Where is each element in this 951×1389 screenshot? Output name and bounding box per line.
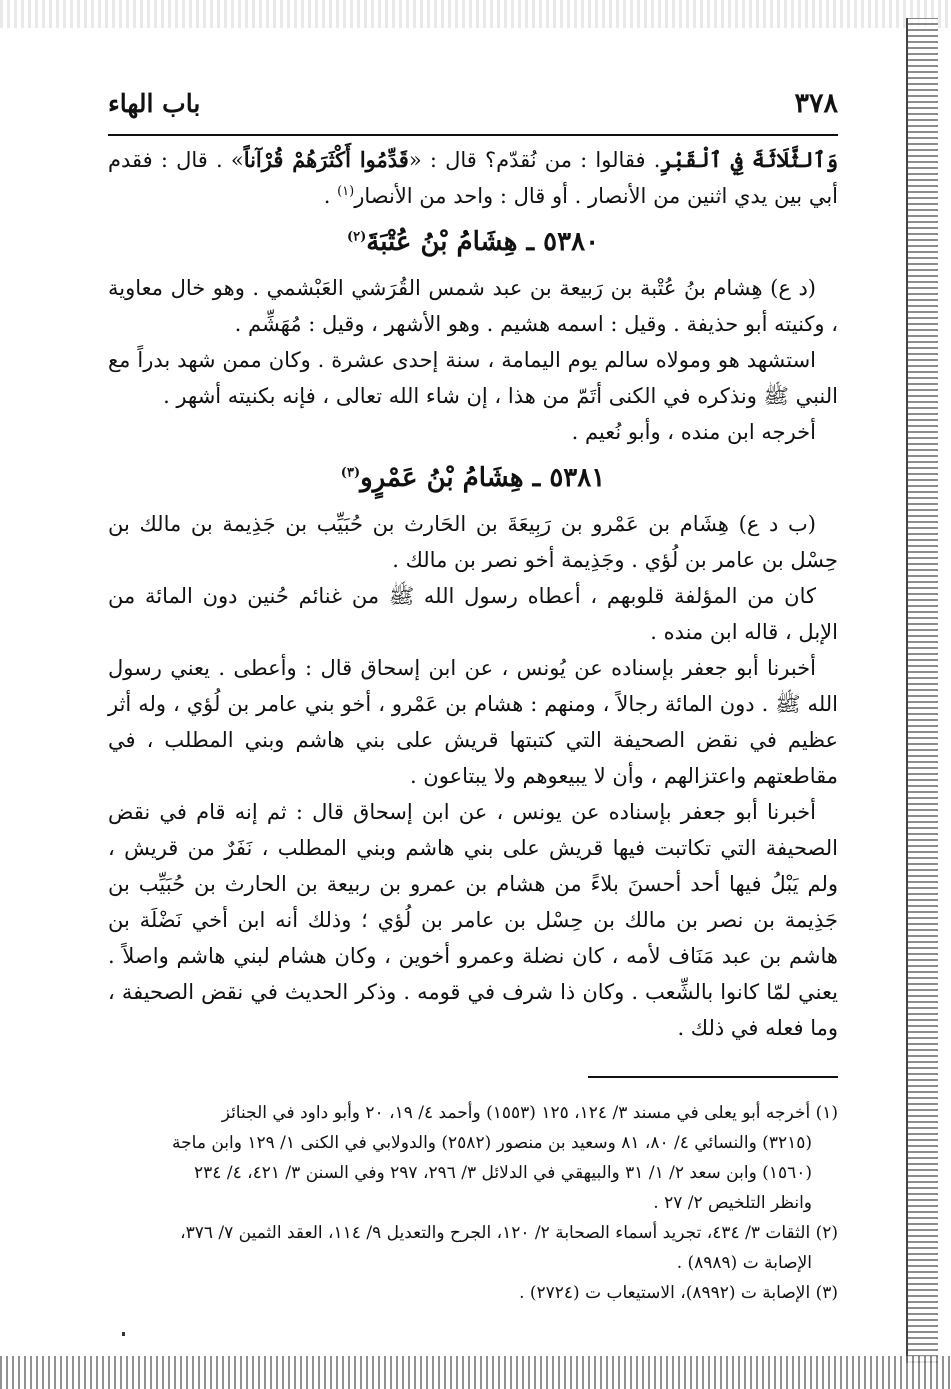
footnote-line: وانظر التلخيص ٢/ ٢٧ . (653, 1193, 812, 1213)
entry-heading-text: ٥٣٨١ ـ هِشَامُ بْنُ عَمْرٍو (360, 463, 606, 493)
page-body (108, 142, 838, 1046)
paragraph-continuation (108, 142, 838, 214)
paragraph-text: . فقالوا : من نُقدّم؟ قال : « (408, 148, 661, 172)
book-page (108, 88, 838, 1308)
page-border-bottom (0, 1356, 951, 1389)
entry-heading (108, 220, 838, 264)
quran-verse: وَٱلثَّلَاثَةَ فِي ٱلْقَبْرِ (660, 147, 839, 172)
page-border-right (908, 18, 938, 1363)
entry-heading (108, 456, 838, 500)
page-number: ٣٧٨ (794, 88, 838, 119)
footnote-ref: (١) (337, 184, 355, 199)
footnote-line: (١) أخرجه أبو يعلى في مسند ٣/ ١٢٤، ١٢٥ (١٥٥٣) وأحمد ٤/ ١٩، ٢٠ وأبو داود في الجنائز (221, 1103, 838, 1123)
footnote-separator (588, 1076, 838, 1078)
entry-paragraph: أخبرنا أبو جعفر بإسناده عن يُونس ، عن ابن إسحاق قال : وأعطى . يعني رسول الله ﷺ . دون المائة رجالاً ، ومنهم : هشام بن عَمْرو ، أخو بني عامر بن لُؤي ، وله أثر عظيم في نقض الصحيفة التي كتبتها قريش على بني هاشم وبني المطلب ، في مقاطعتهم واعتزالهم ، وأن لا يبيعوهم ولا يبتاعون . (108, 656, 838, 788)
paragraph-end: . (323, 184, 338, 208)
entry-heading-text: ٥٣٨٠ ـ هِشَامُ بْنُ عُتْبَةَ (366, 227, 600, 257)
footnote-line: (٢) الثقات ٣/ ٤٣٤، تجريد أسماء الصحابة ٢/ ١٢٠، الجرح والتعديل ٩/ ١١٤، العقد الثمين ٧/ ٣٧٦، (180, 1223, 838, 1243)
entry-paragraph: (ب د ع) هِشَام بن عَمْرو بن رَبِيعَةَ بن الحَارث بن حُبَيِّب بن جَذِيمة بن مالك بن حِسْل بن عامر بن لُؤي . وجَذِيمة أخو نصر بن مالك . (108, 512, 838, 572)
hadith-quote: قَدِّمُوا أَكْثَرَهُمْ قُرْآناً (243, 147, 409, 172)
scan-speck (122, 1332, 125, 1336)
entry-paragraph: استشهد هو ومولاه سالم يوم اليمامة ، سنة إحدى عشرة . وكان ممن شهد بدراً مع النبي ﷺ ونذكره في الكنى أتَمّ من هذا ، إن شاء الله تعالى ، فإنه بكنيته أشهر . (108, 348, 838, 408)
footnote-ref: (٢) (346, 229, 367, 245)
entry-paragraph: كان من المؤلفة قلوبهم ، أعطاه رسول الله ﷺ من غنائم حُنين دون المائة من الإبل ، قاله ابن منده . (108, 584, 838, 644)
entry-paragraph: أخرجه ابن منده ، وأبو نُعيم . (571, 420, 816, 444)
footnote-line: الإصابة ت (٨٩٨٩) . (676, 1253, 812, 1273)
page-header (108, 88, 838, 136)
footnotes (108, 1098, 838, 1308)
entry-paragraph: أخبرنا أبو جعفر بإسناده عن يونس ، عن ابن إسحاق قال : ثم إنه قام في نقض الصحيفة التي تكاتبت فيها قريش على بني هاشم وبني المطلب ، نَفَرٌ من قريش ، ولم يَبْلُ فيها أحد أحسنَ بلاءً من هشام بن عمرو بن ربيعة بن الحارث بن حُبَيِّب بن جَذِيمة بن نصر بن مالك بن حِسْل بن عامر بن لُؤي ؛ وذلك أنه ابن أخي نَضْلَة بن هاشم بن عبد مَنَاف لأمه ، كان نضلة وعمرو أخوين ، وكان هشام لبني هاشم واصلاً . يعني لمّا كانوا بالشِّعب . وكان ذا شرف في قومه . وذكر الحديث في نقض الصحيفة ، وما فعله في ذلك . (108, 800, 838, 1040)
footnote-line: (٣٢١٥) والنسائي ٤/ ٨٠، ٨١ وسعيد بن منصور (٢٥٨٢) والدولابي في الكنى ١/ ١٢٩ وابن ماجة (172, 1133, 812, 1153)
paragraph-text: » . قال : فقدم أبي بين يدي اثنين من الأنصار . أو قال : واحد من الأنصار (108, 148, 838, 208)
entry-paragraph: (د ع) هِشام بنُ عُتْبة بن رَبيعة بن عبد شمس القُرَشي العَبْشمي . وهو خال معاوية ، وكنيته أبو حذيفة . وقيل : اسمه هشيم . وهو الأشهر ، وقيل : مُهَشِّم . (108, 276, 838, 336)
footnote-line: (١٥٦٠) وابن سعد ٢/ ١/ ٣١ والبيهقي في الدلائل ٣/ ٢٩٦، ٢٩٧ وفي السنن ٣/ ٤٢١، ٤/ ٢٣٤ (194, 1163, 812, 1183)
running-title: باب الهاء (108, 89, 201, 118)
footnote-line: (٣) الإصابة ت (٨٩٩٢)، الاستيعاب ت (٢٧٢٤) . (519, 1283, 838, 1303)
footnote-ref: (٣) (340, 465, 361, 481)
page-border-top (0, 0, 951, 28)
